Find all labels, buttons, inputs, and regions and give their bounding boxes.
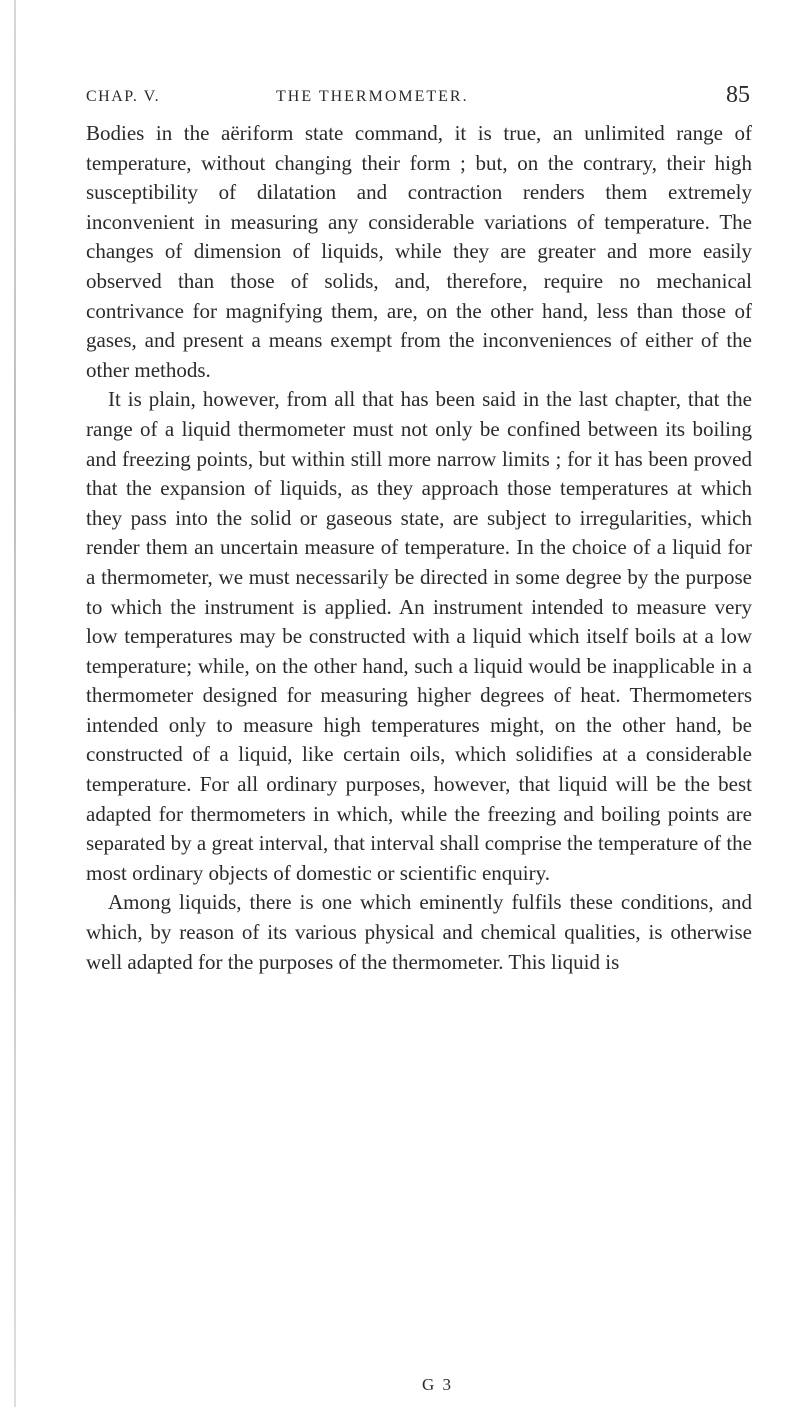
chapter-label: CHAP. V. <box>86 88 161 105</box>
paragraph-2: It is plain, however, from all that has been said in the last chapter, that the range of a liquid thermometer must not only be confined between its boiling and freezing points, but within still more narrow limits ; for it has been proved that the expansion of liquids, as they approach those temperatures at which they pass into the solid or gaseous state, are subject to irregularities, which render them an uncertain measure of temperature. In the choice of a liquid for a thermometer, we must necessarily be directed in some degree by the purpose to which the instrument is applied. An instrument intended to measure very low temperatures may be constructed with a liquid which itself boils at a low temperature; while, on the other hand, such a liquid would be inapplicable in a thermometer designed for measuring higher degrees of heat. Thermometers intended only to measure high temperatures might, on the other hand, be constructed of a liquid, like certain oils, which solidifies at a considerable temperature. For all ordinary purposes, however, that liquid will be the best adapted for thermometers in which, while the freezing and boiling points are separated by a great interval, that interval shall comprise the temperature of the most ordinary objects of domestic or scientific enquiry. <box>86 387 752 885</box>
paragraph-3: Among liquids, there is one which eminently fulfils these conditions, and which, by reason of its various physical and chemical qualities, is otherwise well adapted for the purposes of the thermometer. This liquid is <box>86 890 752 974</box>
running-title: THE THERMOMETER. <box>276 88 469 105</box>
page-binding-edge <box>14 0 16 1407</box>
running-head <box>86 80 750 116</box>
body-text <box>86 119 752 977</box>
paragraph-1: Bodies in the aëriform state command, it is true, an unlimited range of temperature, without changing their form ; but, on the contrary, their high susceptibility of dilatation and contraction renders them extremely inconvenient in measuring any considerable variations of temperature. The changes of dimension of liquids, while they are greater and more easily observed than those of solids, and, therefore, require no mechanical contrivance for magnifying them, are, on the other hand, less than those of gases, and present a means exempt from the inconveniences of either of the other methods. <box>86 121 752 382</box>
printer-signature-mark: G 3 <box>422 1375 454 1394</box>
page-number: 85 <box>726 82 750 108</box>
